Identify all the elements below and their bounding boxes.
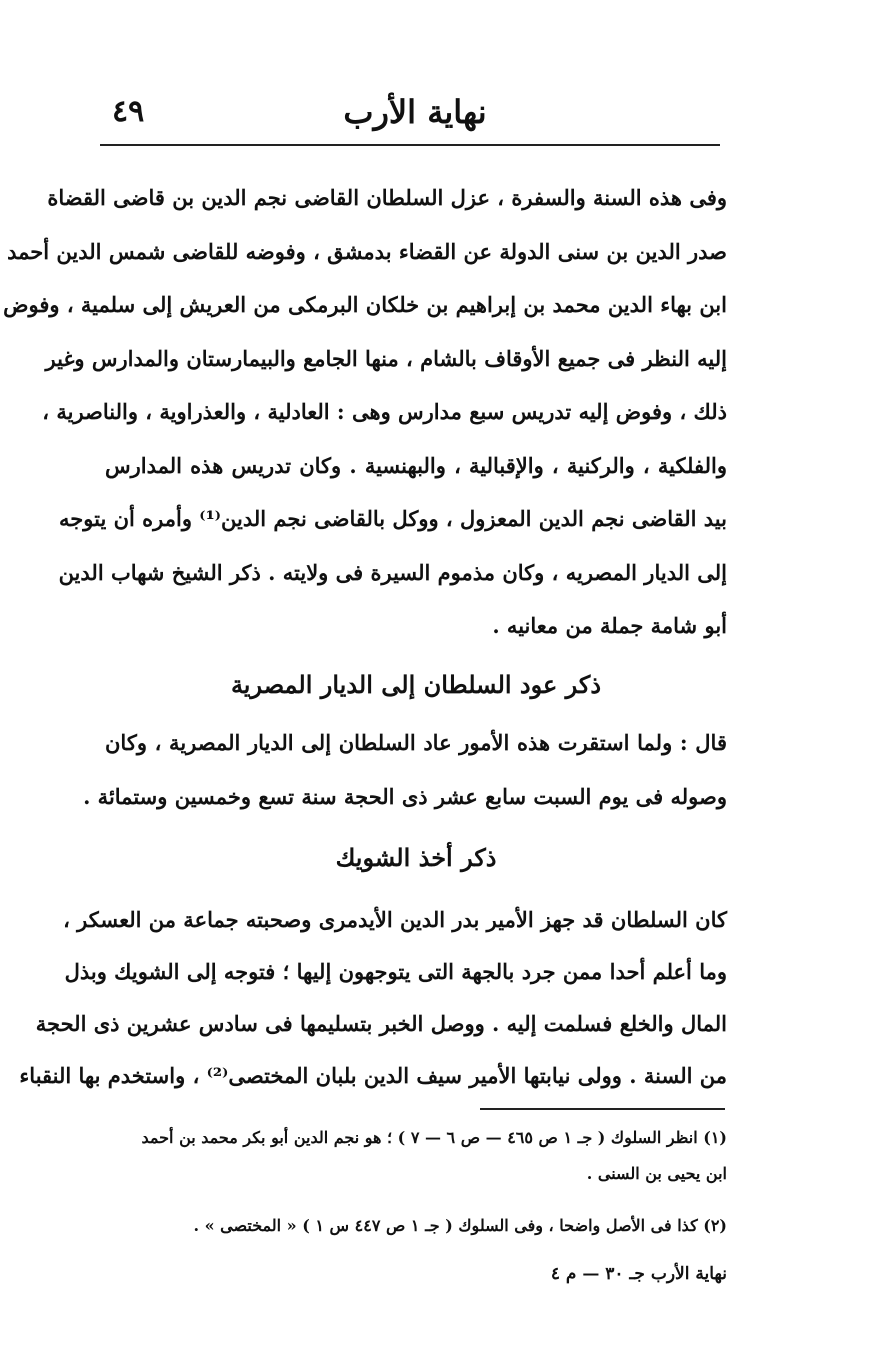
text-line: وما أعلم أحدا ممن جرد بالجهة التى يتوجهون إليها ؛ فتوجه إلى الشويك وبذل: [64, 959, 727, 984]
running-title: نهاية الأرب: [343, 93, 487, 131]
header-rule: [100, 144, 720, 146]
text-line: إليه النظر فى جميع الأوقاف بالشام ، منها الجامع والبيمارستان والمدارس وغير: [45, 345, 727, 371]
printer-signature: نهاية الأرب جـ ٣٠ — م ٤: [550, 1264, 727, 1284]
text-line: ذلك ، وفوض إليه تدريس سبع مدارس وهى : العادلية ، والعذراوية ، والناصرية ،: [42, 399, 727, 424]
text-line: وفى هذه السنة والسفرة ، عزل السلطان القاضى نجم الدين بن قاضى القضاة: [47, 185, 727, 210]
text-line: إلى الديار المصريه ، وكان مذموم السيرة فى ولايته . ذكر الشيخ شهاب الدين: [58, 559, 727, 585]
text-line: كان السلطان قد جهز الأمير بدر الدين الأيدمرى وصحبته جماعة من العسكر ،: [63, 907, 727, 932]
footnote-1-continued: ابن يحيى بن السنى .: [586, 1164, 727, 1183]
footnotes: [105, 1120, 727, 1256]
footnote-2: (٢) كذا فى الأصل واضحا ، وفى السلوك ( جـ ١ ص ٤٤٧ س ١ ) « المختصى » .: [193, 1216, 727, 1235]
section-heading: ذكر أخذ الشويك: [335, 843, 497, 872]
text-line: المال والخلع فسلمت إليه . ووصل الخبر بتسليمها فى سادس عشرين ذى الحجة: [35, 1011, 727, 1036]
page-number: ٤٩: [112, 94, 145, 129]
text-line: قال : ولما استقرت هذه الأمور عاد السلطان إلى الديار المصرية ، وكان: [105, 730, 727, 755]
text-line: أبو شامة جملة من معانيه .: [492, 613, 727, 638]
footnote-rule: [480, 1108, 725, 1110]
text-line: ابن بهاء الدين محمد بن إبراهيم بن خلكان البرمكى من العريش إلى سلمية ، وفوض: [3, 292, 727, 317]
text-line: بيد القاضى نجم الدين المعزول ، ووكل بالقاضى نجم الدين⁽¹⁾ وأمره أن يتوجه: [59, 506, 727, 531]
text-line: صدر الدين بن سنى الدولة عن القضاء بدمشق ، وفوضه للقاضى شمس الدين أحمد: [7, 238, 727, 264]
paragraph-2: [83, 723, 727, 831]
footnote-1: (١) انظر السلوك ( جـ ١ ص ٤٦٥ — ص ٦ — ٧ ) ؛ هو نجم الدين أبو بكر محمد بن أحمد: [141, 1128, 727, 1147]
text-line: والفلكية ، والركنية ، والإقبالية ، والبهنسية . وكان تدريس هذه المدارس: [105, 452, 727, 478]
paragraph-1: [3, 178, 727, 660]
section-heading: ذكر عود السلطان إلى الديار المصرية: [230, 670, 602, 699]
page-header: [100, 88, 730, 148]
text-line: من السنة . وولى نيابتها الأمير سيف الدين بلبان المختصى⁽²⁾ ، واستخدم بها النقباء: [19, 1063, 727, 1088]
text-line: وصوله فى يوم السبت سابع عشر ذى الحجة سنة تسع وخمسين وستمائة .: [83, 784, 727, 809]
paragraph-3: [19, 900, 727, 1108]
